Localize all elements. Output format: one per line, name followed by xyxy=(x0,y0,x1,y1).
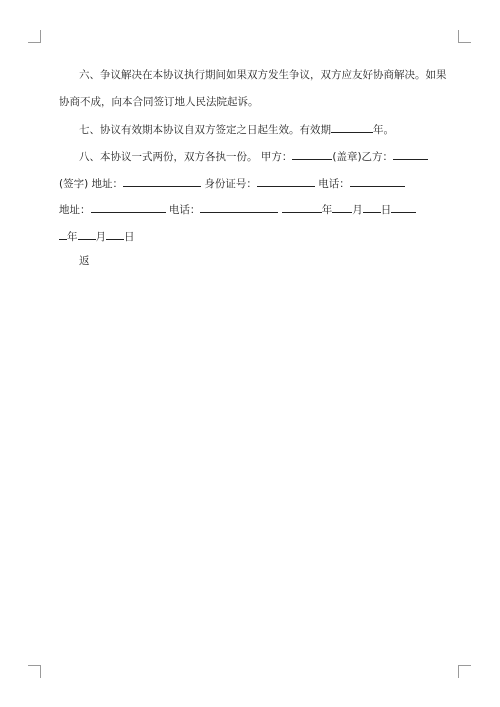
id-number-label: 身份证号： xyxy=(204,178,257,190)
phone-label-2: 电话： xyxy=(168,204,201,216)
phone-blank[interactable] xyxy=(350,175,405,187)
address-label-2: 地址： xyxy=(59,204,91,216)
clause-6-text-2: 协商不成，向本合同签订地人民法院起诉。 xyxy=(59,96,259,108)
party-b-sign-label: (签字) xyxy=(59,178,89,190)
party-b-label: 乙方： xyxy=(361,151,394,163)
return-text: 返 xyxy=(79,255,90,267)
clause-7-suffix: 年。 xyxy=(373,124,394,136)
footer-line xyxy=(79,254,90,268)
crop-mark-top-left xyxy=(28,30,41,43)
trailing-blank[interactable] xyxy=(391,201,416,213)
party-a-seal-label: (盖章) xyxy=(332,151,362,163)
party-b-blank[interactable] xyxy=(393,148,428,160)
clause-8-prefix: 八、本协议一式两份，双方各执一份。 甲方： xyxy=(79,151,293,163)
date-day-blank[interactable] xyxy=(106,228,124,240)
date-year-label: 年 xyxy=(67,231,78,243)
year-blank[interactable] xyxy=(282,201,322,213)
validity-years-blank[interactable] xyxy=(331,121,373,133)
date-day-label: 日 xyxy=(124,231,135,243)
clause-6-text-1: 六、争议解决在本协议执行期间如果双方发生争议，双方应友好协商解决。如果 xyxy=(79,69,447,81)
phone-label: 电话： xyxy=(318,178,350,190)
clause-6-line-2 xyxy=(59,95,259,109)
phone-blank-2[interactable] xyxy=(200,201,278,213)
crop-mark-bottom-right xyxy=(458,665,471,678)
day-blank[interactable] xyxy=(363,201,381,213)
date-month-blank[interactable] xyxy=(78,228,96,240)
party-a-blank[interactable] xyxy=(292,148,332,160)
clause-8-line-2 xyxy=(59,175,405,191)
address-label: 地址： xyxy=(91,178,124,190)
id-number-blank[interactable] xyxy=(257,175,315,187)
clause-6-line-1 xyxy=(79,68,447,82)
clause-8-line-1 xyxy=(79,148,428,164)
date-year-blank[interactable] xyxy=(59,228,67,240)
clause-7-line xyxy=(79,121,394,137)
month-blank[interactable] xyxy=(332,201,352,213)
clause-8-line-3 xyxy=(59,201,416,217)
clause-7-prefix: 七、协议有效期本协议自双方签定之日起生效。有效期 xyxy=(79,124,331,136)
date-line xyxy=(59,228,135,244)
address-blank-2[interactable] xyxy=(91,201,166,213)
year-label: 年 xyxy=(321,204,333,216)
crop-mark-top-right xyxy=(458,30,471,43)
date-month-label: 月 xyxy=(95,231,106,243)
month-label: 月 xyxy=(352,204,363,216)
day-label: 日 xyxy=(380,204,392,216)
address-blank[interactable] xyxy=(123,175,201,187)
crop-mark-bottom-left xyxy=(28,665,41,678)
